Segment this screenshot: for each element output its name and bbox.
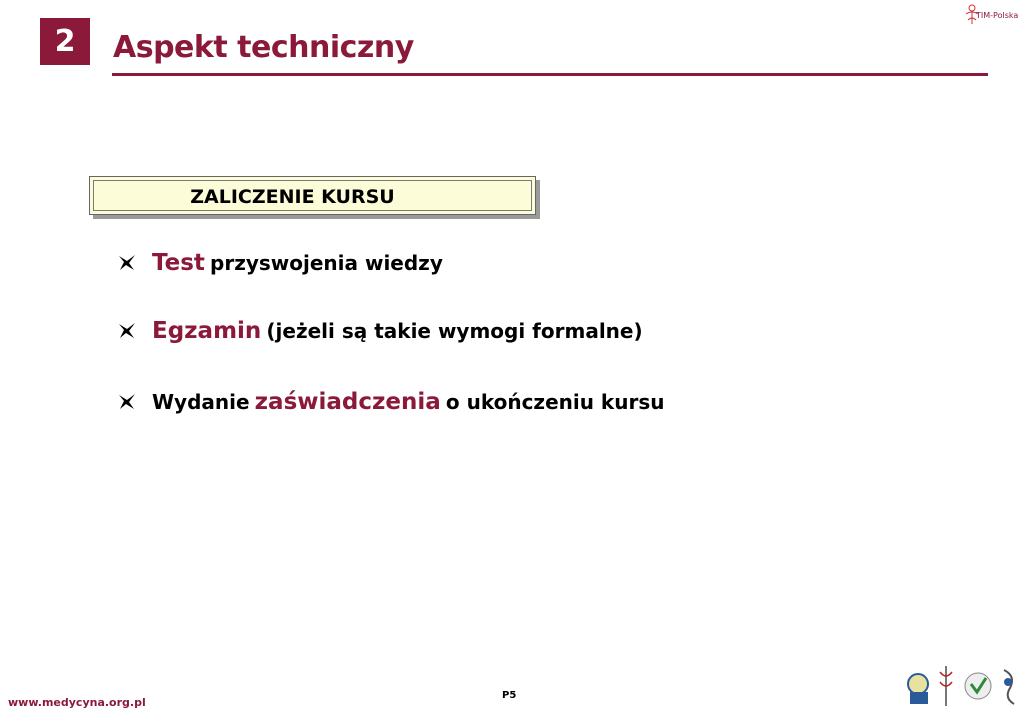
tim-logo-text: TIM-Polska xyxy=(976,11,1019,20)
bullet-item xyxy=(118,318,643,344)
bullet-text: o ukończeniu kursu xyxy=(445,390,665,414)
title-divider xyxy=(112,73,988,76)
section-box-label: ZALICZENIE KURSU xyxy=(190,186,395,208)
star-bullet-icon xyxy=(118,393,136,411)
bullet-accent: zaświadczenia xyxy=(254,389,441,415)
partner-logos xyxy=(900,662,1023,708)
page-title: Aspekt techniczny xyxy=(113,30,414,65)
star-bullet-icon xyxy=(118,254,136,272)
star-bullet-icon xyxy=(118,322,136,340)
bullet-prefix: Wydanie xyxy=(152,390,250,414)
section-number-badge xyxy=(40,18,90,65)
bullet-accent: Test xyxy=(152,250,205,276)
bullet-item xyxy=(118,389,664,415)
bullet-item xyxy=(118,250,443,276)
bullet-text: (jeżeli są takie wymogi formalne) xyxy=(266,319,643,343)
page-number: P5 xyxy=(502,690,517,701)
partner-logos-icon xyxy=(900,662,1023,708)
section-number: 2 xyxy=(54,24,76,59)
bullet-text: przyswojenia wiedzy xyxy=(210,251,443,275)
section-box xyxy=(89,176,536,215)
tim-polska-logo xyxy=(962,2,1022,28)
bullet-accent: Egzamin xyxy=(152,318,262,344)
footer-url: www.medycyna.org.pl xyxy=(8,696,146,709)
